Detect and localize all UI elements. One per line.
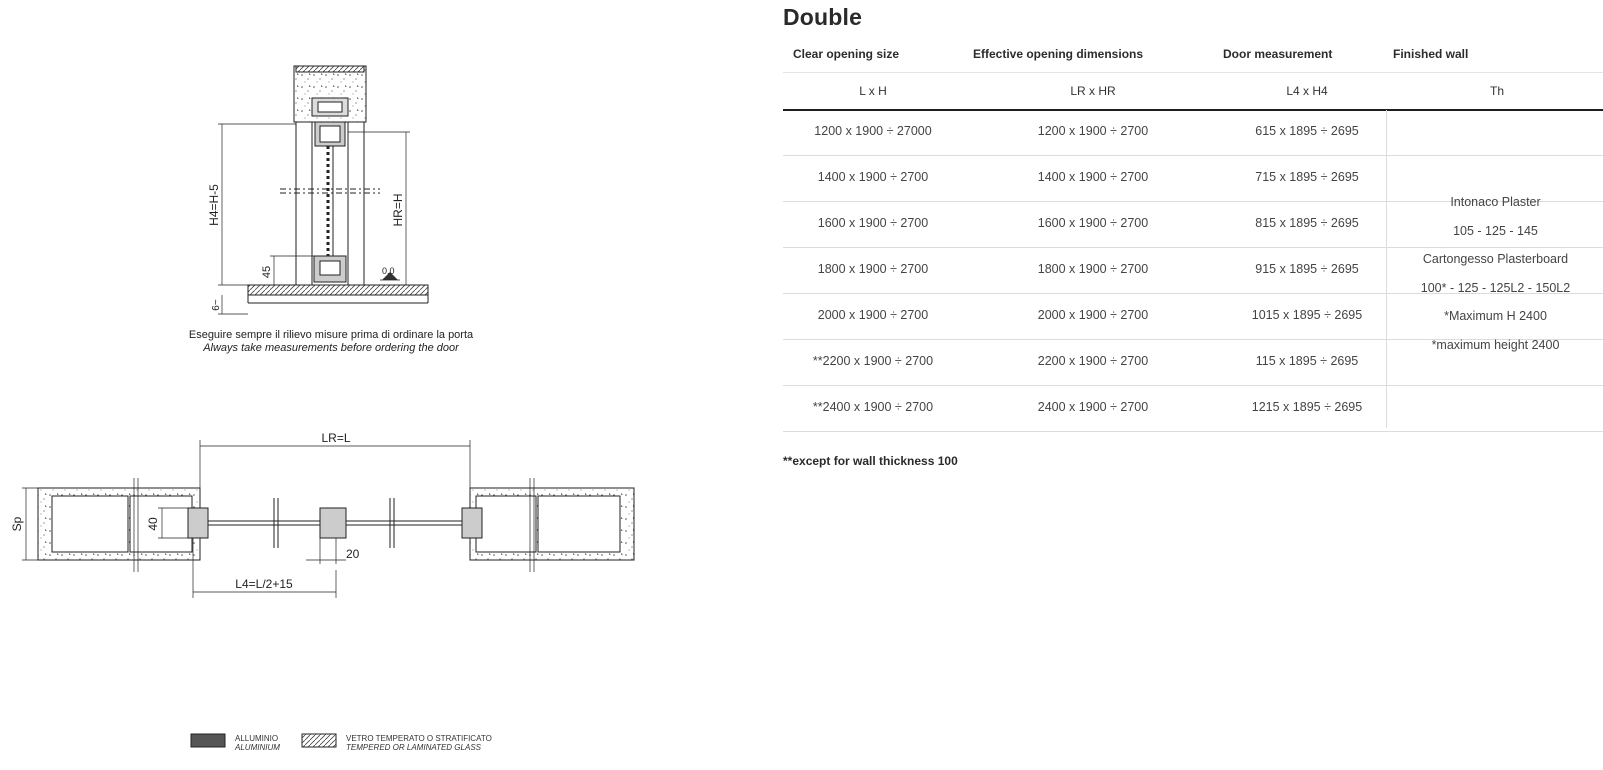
wall-line: *maximum height 2400 <box>1431 337 1560 352</box>
footnote: **except for wall thickness 100 <box>783 454 958 468</box>
dim-40-label: 40 <box>146 517 160 531</box>
dim-sp-label: Sp <box>10 516 24 532</box>
cell-clear-opening: **2200 x 1900 ÷ 2700 <box>812 354 934 368</box>
cell-effective-opening: 1600 x 1900 ÷ 2700 <box>1037 216 1149 230</box>
cell-effective-opening: 1800 x 1900 ÷ 2700 <box>1037 262 1149 276</box>
subheader-l4xh4: L4 x H4 <box>1286 84 1328 98</box>
note-italian: Eseguire sempre il rilievo misure prima di ordinare la porta <box>188 329 474 341</box>
glass-swatch <box>302 734 336 747</box>
cell-clear-opening: 1800 x 1900 ÷ 2700 <box>817 262 929 276</box>
vertical-section <box>218 66 428 314</box>
cell-door-measurement: 715 x 1895 ÷ 2695 <box>1255 170 1359 184</box>
cell-clear-opening: 1400 x 1900 ÷ 2700 <box>817 170 929 184</box>
subheader-lrxhr: LR x HR <box>1070 84 1116 98</box>
header-finished-wall: Finished wall <box>1393 47 1469 61</box>
finished-wall-cell <box>1386 110 1603 428</box>
cell-effective-opening: 2000 x 1900 ÷ 2700 <box>1037 308 1149 322</box>
cell-door-measurement: 1015 x 1895 ÷ 2695 <box>1251 308 1363 322</box>
legend-glass-it: VETRO TEMPERATO O STRATIFICATO <box>346 734 492 743</box>
wall-line: 105 - 125 - 145 <box>1453 223 1538 238</box>
cell-door-measurement: 815 x 1895 ÷ 2695 <box>1255 216 1359 230</box>
cell-door-measurement: 915 x 1895 ÷ 2695 <box>1255 262 1359 276</box>
note-english: Always take measurements before ordering the door <box>203 342 459 354</box>
legend-aluminium-en: ALUMINIUM <box>235 743 280 752</box>
cell-clear-opening: 1600 x 1900 ÷ 2700 <box>817 216 929 230</box>
dim-hr-label: HR=H <box>391 193 405 227</box>
dim-lr-label: LR=L <box>321 431 351 445</box>
page-title: Double <box>783 4 863 30</box>
header-clear-opening: Clear opening size <box>793 47 900 61</box>
cell-clear-opening: 2000 x 1900 ÷ 2700 <box>817 308 929 322</box>
wall-line: 100* - 125 - 125L2 - 150L2 <box>1420 280 1571 295</box>
floor-level-label: 0.0 <box>382 266 395 276</box>
legend-aluminium-it: ALLUMINIO <box>235 734 279 743</box>
dim-h4-label: H4=H-5 <box>207 184 221 226</box>
table-sub-headers <box>783 72 1603 111</box>
wall-line: Intonaco Plaster <box>1450 195 1541 209</box>
header-door-measurement: Door measurement <box>1223 47 1333 61</box>
dim-l4-label: L4=L/2+15 <box>235 577 293 591</box>
wall-line: Cartongesso Plasterboard <box>1422 252 1569 266</box>
legend-glass-en: TEMPERED OR LAMINATED GLASS <box>346 743 481 752</box>
aluminium-swatch <box>191 734 225 747</box>
cell-effective-opening: 2200 x 1900 ÷ 2700 <box>1037 354 1149 368</box>
cell-door-measurement: 1215 x 1895 ÷ 2695 <box>1251 400 1363 414</box>
wall-line: *Maximum H 2400 <box>1444 309 1547 323</box>
cell-effective-opening: 1200 x 1900 ÷ 2700 <box>1037 124 1149 138</box>
dim-6-label: 6~ <box>211 299 222 311</box>
cell-effective-opening: 2400 x 1900 ÷ 2700 <box>1037 400 1149 414</box>
cell-door-measurement: 615 x 1895 ÷ 2695 <box>1255 124 1359 138</box>
technical-drawing <box>0 0 760 770</box>
cell-clear-opening: **2400 x 1900 ÷ 2700 <box>812 400 934 414</box>
cell-effective-opening: 1400 x 1900 ÷ 2700 <box>1037 170 1149 184</box>
cell-door-measurement: 115 x 1895 ÷ 2695 <box>1255 354 1359 368</box>
dim-45-label: 45 <box>261 265 273 279</box>
subheader-lxh: L x H <box>859 84 887 98</box>
legend <box>191 734 492 752</box>
header-effective-opening: Effective opening dimensions <box>973 47 1144 61</box>
cell-clear-opening: 1200 x 1900 ÷ 27000 <box>814 124 932 138</box>
table-group-headers <box>783 44 1603 66</box>
plan-view <box>22 440 634 598</box>
dim-20-label: 20 <box>346 547 360 561</box>
subheader-th: Th <box>1489 84 1504 98</box>
